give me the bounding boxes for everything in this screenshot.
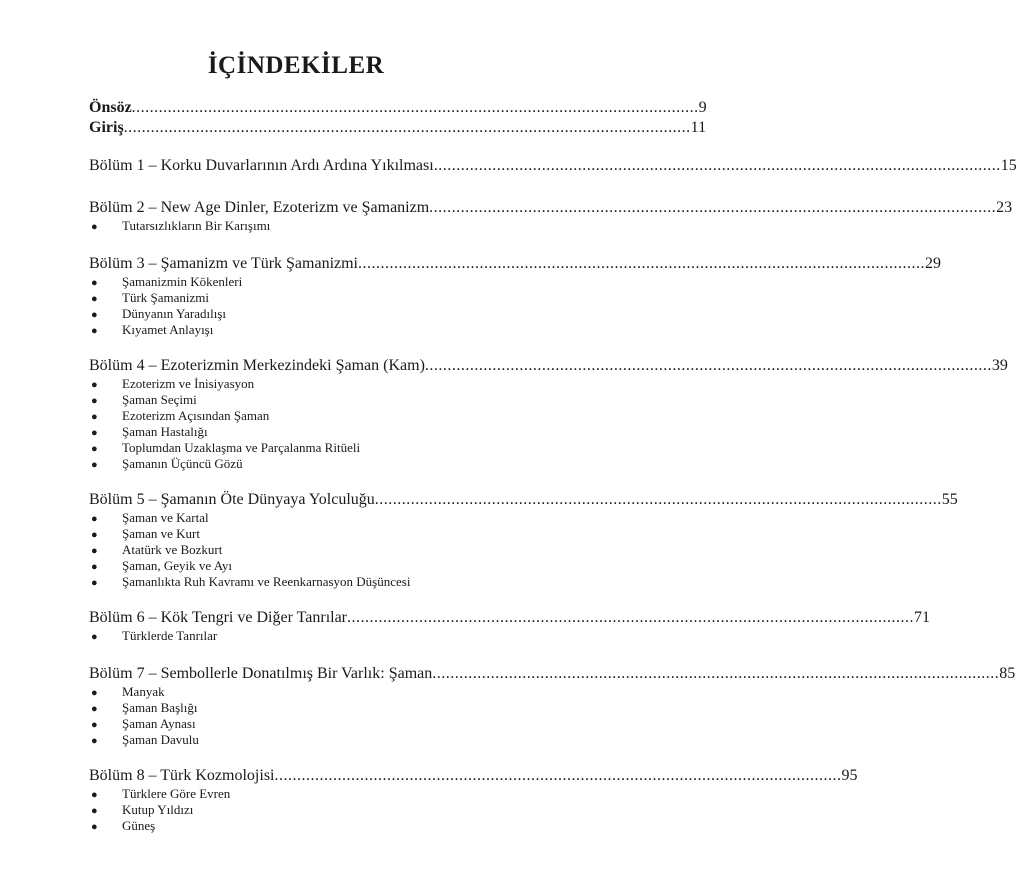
entry-page: 9	[698, 99, 707, 116]
bullet-icon: ●	[91, 545, 98, 557]
chapter-page: 85	[999, 665, 1016, 682]
dot-leader: ..............................................................................................................................	[123, 119, 691, 136]
toc-chapter-6	[89, 608, 931, 628]
chapter-page: 95	[841, 767, 858, 784]
toc-subitem	[89, 558, 505, 575]
bullet-icon: ●	[91, 703, 98, 715]
dot-leader: ..............................................................................................................................	[358, 255, 925, 272]
entry-page: 11	[690, 119, 707, 136]
bullet-icon: ●	[91, 309, 98, 321]
toc-chapter-5	[89, 490, 958, 510]
toc-chapter-2	[89, 198, 1013, 218]
chapter-title: Bölüm 1 – Korku Duvarlarının Ardı Ardına Yıkılması	[89, 157, 434, 174]
subitem-label: Şaman Aynası	[122, 716, 196, 731]
chapter-page: 15	[1000, 157, 1017, 174]
dot-leader: ..............................................................................................................................	[429, 199, 997, 216]
chapter-title: Bölüm 4 – Ezoterizmin Merkezindeki Şaman (Kam)	[89, 357, 425, 374]
chapter-title: Bölüm 3 – Şamanizm ve Türk Şamanizmi	[89, 255, 358, 272]
entry-label: Önsöz	[89, 99, 132, 116]
bullet-icon: ●	[91, 293, 98, 305]
toc-subitem	[89, 818, 505, 835]
dot-leader: ..............................................................................................................................	[347, 609, 915, 626]
subitem-label: Şaman Hastalığı	[122, 424, 208, 439]
chapter-title: Bölüm 2 – New Age Dinler, Ezoterizm ve Şamanizm	[89, 199, 430, 216]
toc-subitem	[89, 716, 505, 733]
toc-subitem	[89, 684, 505, 701]
toc-subitem	[89, 440, 505, 457]
chapter-title: Bölüm 5 – Şamanın Öte Dünyaya Yolculuğu	[89, 491, 375, 508]
toc-subitem	[89, 376, 505, 393]
chapter-title: Bölüm 8 – Türk Kozmolojisi	[89, 767, 275, 784]
subitem-label: Şaman Başlığı	[122, 700, 198, 715]
chapter-page: 71	[914, 609, 931, 626]
bullet-icon: ●	[91, 789, 98, 801]
subitem-label: Ezoterizm Açısından Şaman	[122, 408, 270, 423]
bullet-icon: ●	[91, 529, 98, 541]
chapter-title: Bölüm 6 – Kök Tengri ve Diğer Tanrılar	[89, 609, 348, 626]
toc-chapter-4	[89, 356, 1008, 376]
entry-label: Giriş	[89, 119, 124, 136]
bullet-icon: ●	[91, 277, 98, 289]
subitem-label: Dünyanın Yaradılışı	[122, 306, 226, 321]
page-title: İÇİNDEKİLER	[207, 52, 385, 79]
toc-subitem	[89, 732, 505, 749]
toc-subitem	[89, 408, 505, 425]
chapter-title: Bölüm 7 – Sembollerle Donatılmış Bir Varlık: Şaman	[89, 665, 433, 682]
bullet-icon: ●	[91, 561, 98, 573]
toc-chapter-3	[89, 254, 941, 274]
toc-chapter-7	[89, 664, 1016, 684]
bullet-icon: ●	[91, 459, 98, 471]
bullet-icon: ●	[91, 631, 98, 643]
chapter-page: 55	[941, 491, 958, 508]
dot-leader: ..............................................................................................................................	[131, 99, 699, 116]
subitem-label: Güneş	[122, 818, 156, 833]
chapter-page: 29	[925, 255, 941, 272]
subitem-label: Tutarsızlıkların Bir Karışımı	[122, 218, 271, 233]
toc-subitem	[89, 628, 505, 645]
subitem-label: Kıyamet Anlayışı	[122, 322, 214, 337]
dot-leader: ..............................................................................................................................	[374, 491, 942, 508]
toc-subitem	[89, 802, 505, 819]
subitem-label: Şaman Seçimi	[122, 392, 197, 407]
subitem-label: Şamanlıkta Ruh Kavramı ve Reenkarnasyon Düşüncesi	[122, 574, 411, 589]
subitem-label: Ezoterizm ve İnisiyasyon	[122, 376, 255, 391]
bullet-icon: ●	[91, 687, 98, 699]
toc-subitem	[89, 322, 505, 339]
subitem-label: Türklere Göre Evren	[122, 786, 231, 801]
toc-subitem	[89, 424, 505, 441]
bullet-icon: ●	[91, 821, 98, 833]
toc-subitem	[89, 574, 505, 591]
subitem-label: Türk Şamanizmi	[122, 290, 210, 305]
bullet-icon: ●	[91, 443, 98, 455]
chapter-page: 39	[991, 357, 1008, 374]
subitem-label: Şaman Davulu	[122, 732, 199, 747]
bullet-icon: ●	[91, 325, 98, 337]
dot-leader: ..............................................................................................................................	[424, 357, 992, 374]
toc-entry-onsoz	[89, 98, 707, 118]
bullet-icon: ●	[91, 395, 98, 407]
subitem-label: Şaman, Geyik ve Ayı	[122, 558, 233, 573]
bullet-icon: ●	[91, 577, 98, 589]
dot-leader: ..............................................................................................................................	[274, 767, 842, 784]
chapter-page: 23	[996, 199, 1013, 216]
toc-chapter-8	[89, 766, 858, 786]
toc-subitem	[89, 290, 505, 307]
bullet-icon: ●	[91, 719, 98, 731]
subitem-label: Şaman ve Kurt	[122, 526, 200, 541]
toc-subitem	[89, 218, 505, 235]
subitem-label: Şamanın Üçüncü Gözü	[122, 456, 243, 471]
bullet-icon: ●	[91, 805, 98, 817]
toc-chapter-1	[89, 156, 1017, 176]
bullet-icon: ●	[91, 221, 98, 233]
subitem-label: Türklerde Tanrılar	[122, 628, 218, 643]
bullet-icon: ●	[91, 427, 98, 439]
toc-subitem	[89, 786, 505, 803]
toc-subitem	[89, 274, 505, 291]
toc-subitem	[89, 306, 505, 323]
toc-subitem	[89, 700, 505, 717]
bullet-icon: ●	[91, 411, 98, 423]
subitem-label: Atatürk ve Bozkurt	[122, 542, 223, 557]
bullet-icon: ●	[91, 513, 98, 525]
subitem-label: Kutup Yıldızı	[122, 802, 194, 817]
subitem-label: Şamanizmin Kökenleri	[122, 274, 243, 289]
toc-entry-giris	[89, 118, 707, 138]
bullet-icon: ●	[91, 379, 98, 391]
dot-leader: ..............................................................................................................................	[432, 665, 1000, 682]
subitem-label: Toplumdan Uzaklaşma ve Parçalanma Ritüeli	[122, 440, 361, 455]
bullet-icon: ●	[91, 735, 98, 747]
toc-subitem	[89, 510, 505, 527]
subitem-label: Manyak	[122, 684, 165, 699]
dot-leader: ..............................................................................................................................	[433, 157, 1001, 174]
subitem-label: Şaman ve Kartal	[122, 510, 209, 525]
toc-subitem	[89, 392, 505, 409]
toc-subitem	[89, 526, 505, 543]
toc-subitem	[89, 456, 505, 473]
toc-subitem	[89, 542, 505, 559]
